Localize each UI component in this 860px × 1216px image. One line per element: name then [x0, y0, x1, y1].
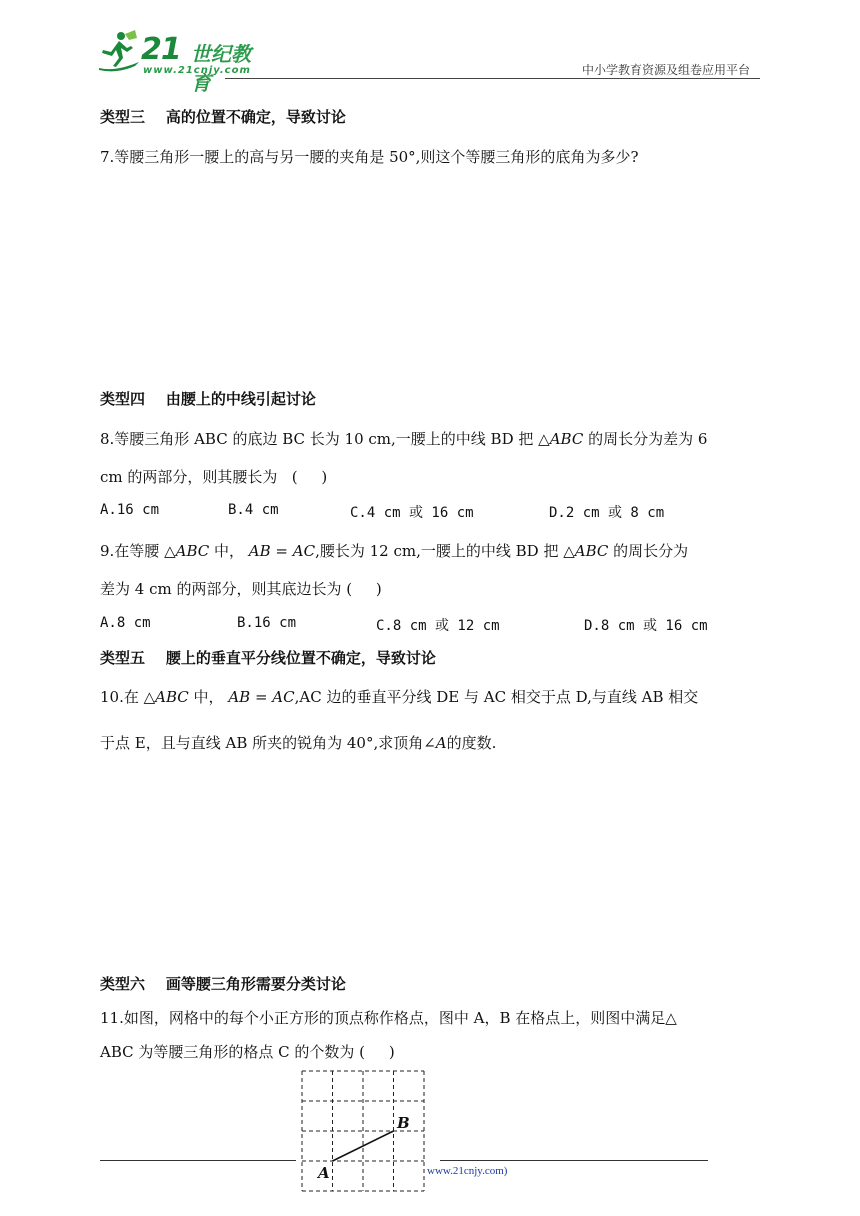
question-8-line2: cm 的两部分，则其腰长为 ( ) — [100, 468, 328, 486]
question-8-line1 — [100, 428, 707, 449]
question-11-line1: 11.如图，网格中的每个小正方形的顶点称作格点，图中 A，B 在格点上，则图中满足△ — [100, 1009, 677, 1027]
q9-option-b: B.16 cm — [237, 615, 297, 631]
q9-math-3: △ABC — [563, 542, 609, 560]
q10-text-b: 中， — [188, 688, 229, 706]
header-divider — [225, 78, 760, 79]
q9-math-2: AB = AC — [248, 542, 316, 560]
footer-line-right — [440, 1160, 708, 1161]
q10-text-a: 10.在 — [100, 688, 144, 706]
q9-text-a: 9.在等腰 — [100, 542, 165, 560]
q9-text-c: ,腰长为 12 cm,一腰上的中线 BD 把 — [315, 542, 564, 560]
q10-math-angle: ∠A — [423, 734, 447, 752]
logo-number: 21 — [141, 32, 181, 67]
section-title-type3: 类型三 高的位置不确定，导致讨论 — [100, 108, 346, 126]
q8-option-c: C.4 cm 或 16 cm — [350, 505, 474, 521]
section-title-type5: 类型五 腰上的垂直平分线位置不确定，导致讨论 — [100, 649, 436, 667]
logo — [95, 28, 265, 95]
question-9-line1 — [100, 540, 688, 561]
logo-url: www.21cnjy.com — [143, 65, 251, 76]
q10-math-1: △ABC — [143, 688, 189, 706]
q10-text-c: ,AC 边的垂直平分线 DE 与 AC 相交于点 D,与直线 AB 相交 — [294, 688, 699, 706]
q8-option-a: A.16 cm — [100, 502, 160, 518]
question-9-line2: 差为 4 cm 的两部分，则其底边长为 ( ) — [100, 580, 382, 598]
q10-text-e: 的度数. — [446, 734, 497, 752]
footer-line-left — [100, 1160, 296, 1161]
q9-text-b: 中， — [209, 542, 249, 560]
runner-logo-icon — [95, 28, 143, 76]
q8-text-b: 的周长分为差为 6 — [583, 430, 708, 448]
question-10-line2 — [100, 732, 496, 753]
q8-option-d: D.2 cm 或 8 cm — [549, 505, 665, 521]
q8-math-triangle: △ABC — [538, 430, 584, 448]
q9-option-d: D.8 cm 或 16 cm — [584, 618, 708, 634]
footer-watermark: www.21cnjy.com) — [427, 1165, 508, 1177]
q8-option-b: B.4 cm — [228, 502, 279, 518]
logo-text: 世纪教育 — [191, 42, 251, 95]
q10-text-d: 于点 E，且与直线 AB 所夹的锐角为 40°,求顶角 — [100, 734, 424, 752]
section-title-type6: 类型六 画等腰三角形需要分类讨论 — [100, 975, 346, 993]
point-a-label: A — [318, 1164, 330, 1182]
header-platform-text: 中小学教育资源及组卷应用平台 — [581, 63, 750, 77]
q9-text-d: 的周长分为 — [608, 542, 689, 560]
grid-figure — [296, 1066, 436, 1196]
q9-math-1: △ABC — [164, 542, 210, 560]
q9-option-a: A.8 cm — [100, 615, 151, 631]
question-10-line1 — [100, 686, 698, 707]
question-7: 7.等腰三角形一腰上的高与另一腰的夹角是 50°,则这个等腰三角形的底角为多少? — [100, 148, 639, 166]
page-header — [95, 28, 760, 95]
q9-option-c: C.8 cm 或 12 cm — [376, 618, 500, 634]
point-b-label: B — [397, 1114, 410, 1132]
question-11-line2: ABC 为等腰三角形的格点 C 的个数为 ( ) — [100, 1043, 395, 1061]
q10-math-2: AB = AC — [228, 688, 295, 706]
q8-text-a: 8.等腰三角形 ABC 的底边 BC 长为 10 cm,一腰上的中线 BD 把 — [100, 430, 539, 448]
section-title-type4: 类型四 由腰上的中线引起讨论 — [100, 390, 316, 408]
